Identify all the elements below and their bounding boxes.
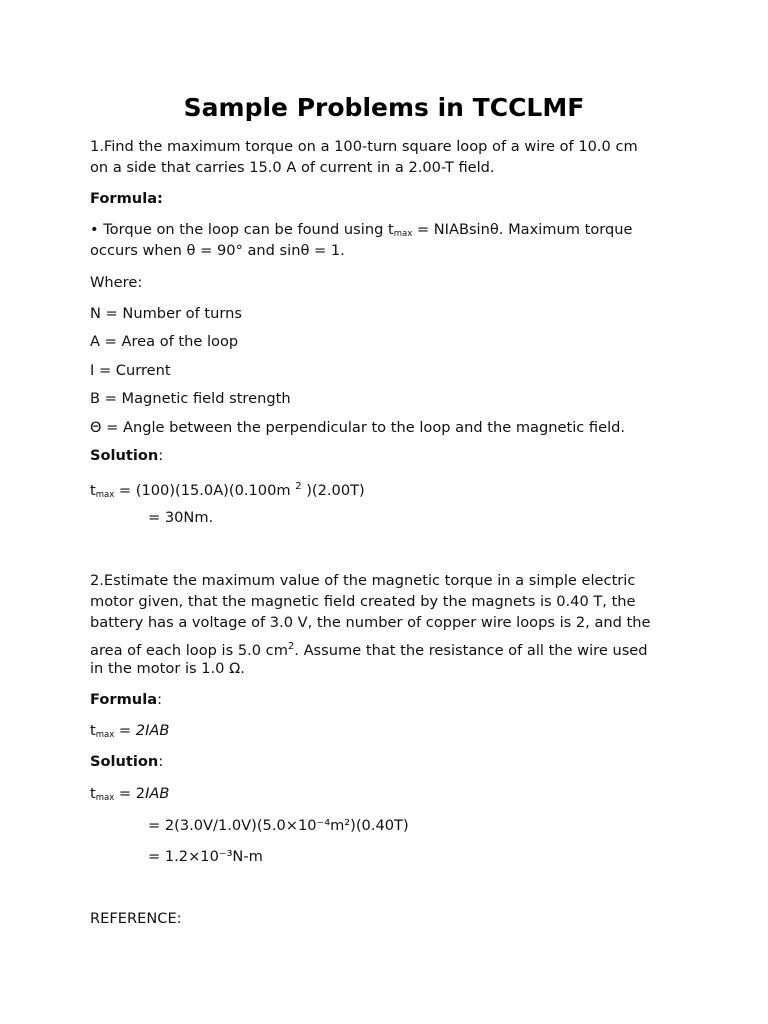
- problem2-solution-heading: [90, 752, 690, 773]
- subscript-max: max: [95, 730, 115, 740]
- definition-item: N = Number of turns: [90, 305, 242, 322]
- equals-sign: =: [114, 722, 136, 739]
- torque-symbol: t: [90, 722, 96, 739]
- problem1-solution-equation: [90, 477, 690, 506]
- problem2-statement-line3: battery has a voltage of 3.0 V, the number of copper wire loops is 2, and the: [90, 614, 651, 631]
- solution-label: Solution: [90, 753, 159, 770]
- problem2-statement-line5: in the motor is 1.0 Ω.: [90, 660, 245, 677]
- problem2-solution-substitution: = 2(3.0V/1.0V)(5.0×10⁻⁴m²)(0.40T): [148, 817, 409, 834]
- problem1-where-label: Where:: [90, 274, 143, 291]
- subscript-max: max: [393, 229, 413, 239]
- superscript-2: 2: [295, 481, 302, 492]
- problem2-statement-line2: motor given, that the magnetic field created by the magnets is 0.40 T, the: [90, 593, 636, 610]
- problem1-formula-bullet-line2: occurs when θ = 90° and sinθ = 1.: [90, 242, 345, 259]
- subscript-max: max: [95, 490, 115, 500]
- reference-heading: REFERENCE:: [90, 910, 182, 927]
- problem1-formula-heading: Formula:: [90, 190, 163, 207]
- page-title: Sample Problems in TCCLMF: [183, 93, 585, 122]
- bullet-text-a: • Torque on the loop can be found using t: [90, 221, 394, 238]
- subscript-max: max: [95, 793, 115, 803]
- definition-item: I = Current: [90, 362, 171, 379]
- problem1-solution-result: = 30Nm.: [148, 509, 214, 526]
- equals-two: = 2: [114, 785, 146, 802]
- definition-item: Θ = Angle between the perpendicular to the loop and the magnetic field.: [90, 419, 626, 436]
- superscript-2: 2: [287, 641, 295, 652]
- bullet-text-b: = NIABsinθ. Maximum torque: [412, 221, 633, 238]
- problem2-statement-line1: 2.Estimate the maximum value of the magnetic torque in a simple electric: [90, 572, 636, 589]
- problem2-solution-equation: [90, 784, 690, 809]
- equation-part-b: )(2.00T): [301, 482, 365, 499]
- equation-part-a: = (100)(15.0A)(0.100m: [114, 482, 296, 499]
- formula-expression: 2IAB: [135, 722, 170, 739]
- problem1-solution-heading: [90, 446, 690, 467]
- statement-text-b: . Assume that the resistance of all the wire used: [294, 642, 648, 659]
- problem2-formula-heading: [90, 690, 690, 711]
- solution-colon: :: [158, 753, 164, 770]
- problem2-solution-result: = 1.2×10⁻³N-m: [148, 848, 263, 865]
- solution-label: Solution: [90, 447, 159, 464]
- problem2-formula-equation: [90, 721, 690, 746]
- problem1-statement-line1: 1.Find the maximum torque on a 100-turn square loop of a wire of 10.0 cm: [90, 138, 638, 155]
- torque-symbol: t: [90, 482, 96, 499]
- statement-text-a: area of each loop is 5.0 cm: [90, 642, 288, 659]
- solution-expression: IAB: [145, 785, 170, 802]
- definition-item: B = Magnetic field strength: [90, 390, 291, 407]
- formula-colon: :: [157, 691, 162, 708]
- definition-item: A = Area of the loop: [90, 333, 239, 350]
- problem1-statement-line2: on a side that carries 15.0 A of current in a 2.00-T field.: [90, 159, 495, 176]
- torque-symbol: t: [90, 785, 96, 802]
- solution-colon: :: [158, 447, 164, 464]
- formula-label: Formula: [90, 691, 158, 708]
